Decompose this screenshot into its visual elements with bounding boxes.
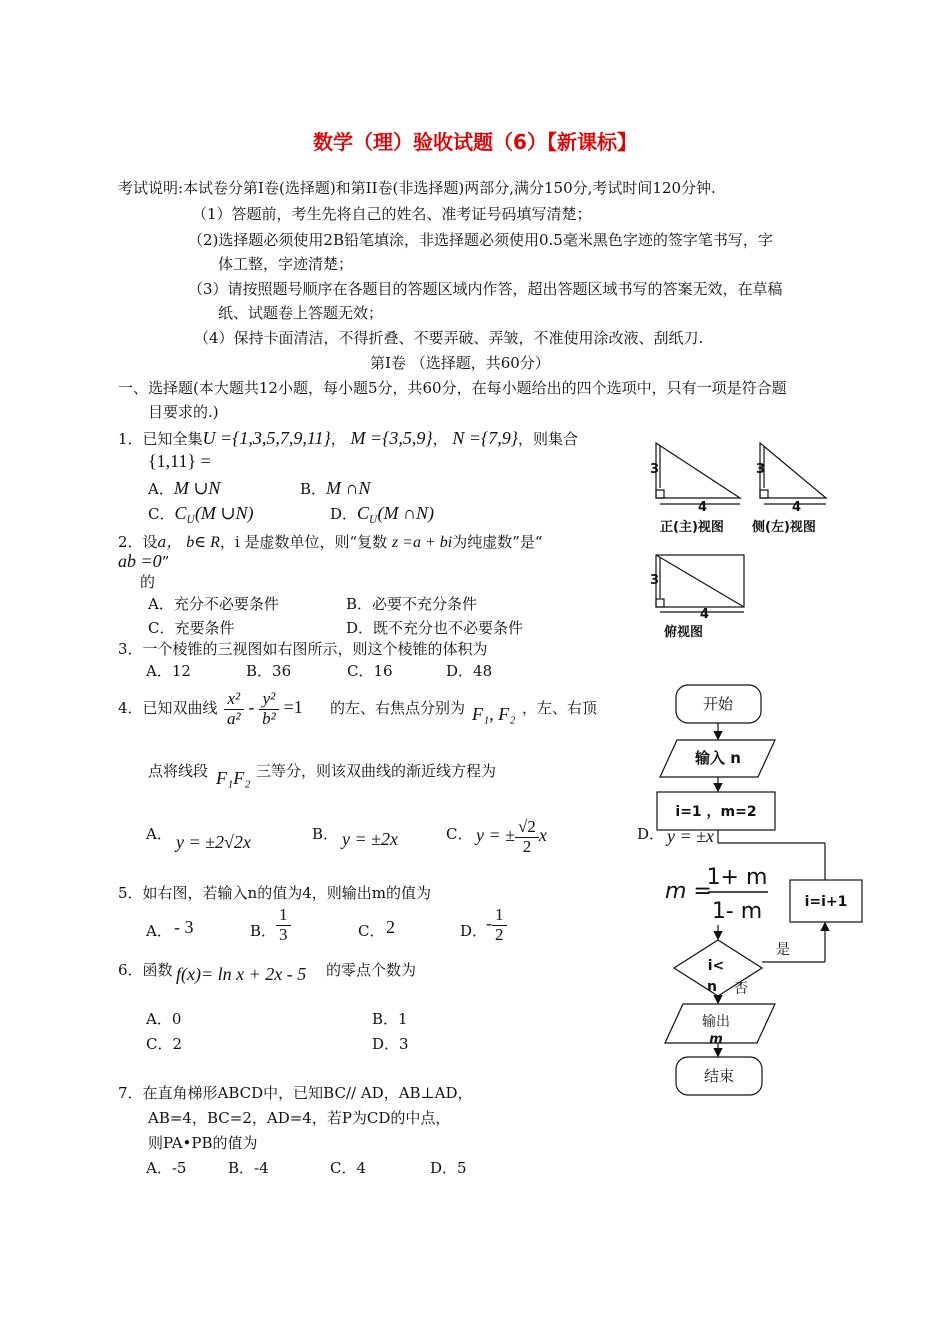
flow-condition-label: i<	[707, 958, 725, 974]
q3-option-c: C．16	[347, 662, 393, 680]
flow-increment-label: i=i+1	[804, 894, 848, 910]
q4-option-b-label: B．	[312, 825, 339, 843]
q2-line2	[118, 551, 169, 572]
q6-text-b: 的零点个数为	[326, 961, 417, 979]
q4-frac-x-num: x²	[224, 690, 244, 710]
front-view-caption: 正(主)视图	[660, 520, 724, 535]
q6-option-b: B．1	[372, 1010, 408, 1028]
instruction-3b: 纸、试题卷上答题无效；	[218, 304, 384, 322]
q4-option-c-frac	[515, 818, 539, 856]
flow-formula-num: 1+ m	[706, 865, 768, 890]
q5-option-c: 2	[386, 917, 395, 937]
question-5: 5．如右图，若输入n的值为4，则输出m的值为	[118, 884, 431, 902]
question-7-line2: AB=4，BC=2，AD=4，若P为CD的中点，	[148, 1109, 451, 1127]
q4-frac-y-den: b²	[262, 708, 276, 728]
side-view-w-label: 4	[792, 500, 802, 515]
q5-option-b	[276, 906, 291, 944]
q7-option-d: D．5	[430, 1159, 467, 1177]
q1-option-c	[148, 503, 254, 526]
q3-option-d: D．48	[446, 662, 493, 680]
q1-text-b: ，则集合	[517, 430, 578, 448]
q2-b-real: b∈ R	[186, 534, 220, 551]
q4-minus: -	[248, 697, 255, 718]
q4-option-c-num: √2	[515, 818, 539, 838]
part1-heading: 第Ⅰ卷 （选择题，共60分）	[370, 354, 550, 372]
flowchart	[640, 676, 880, 1106]
q6-option-c: C．2	[146, 1035, 183, 1053]
q2-z: z =a + bi	[391, 534, 453, 551]
q4-option-b: y = ±2x	[342, 829, 399, 849]
top-view-w-label: 4	[700, 607, 710, 622]
flow-end-label: 结束	[703, 1067, 735, 1085]
q5-option-c-label: C．	[358, 922, 385, 940]
q1-option-b	[300, 478, 371, 499]
page-title: 数学（理）验收试题（6）【新课标】	[313, 130, 637, 154]
q2-text-b: 为纯虚数”是“	[452, 533, 543, 551]
question-2	[118, 531, 543, 552]
q1-option-c-label: C．	[148, 505, 175, 523]
flow-yes-label: 是	[776, 942, 790, 958]
side-view-caption: 侧(左)视图	[752, 520, 816, 535]
q4-frac-x-den: a²	[227, 708, 241, 728]
q1-option-c-value: (M ∪N)	[194, 503, 254, 523]
q5-option-d	[486, 906, 507, 944]
q1-option-d	[330, 503, 434, 526]
side-view-h-label: 3	[756, 462, 766, 477]
question-1: 1．已知全集U ={1,3,5,7,9,11}， M ={3,5,9}， N ={7,9}，则集合	[118, 428, 578, 448]
exam-intro: 考试说明:本试卷分第Ⅰ卷(选择题)和第II卷(非选择题)两部分,满分150分,考试时间120分钟.	[118, 179, 716, 197]
flow-condition-label-2: n	[707, 979, 717, 995]
top-view-caption: 俯视图	[664, 625, 704, 640]
instruction-2a: （2)选择题必须使用2B铅笔填涂，非选择题必须使用0.5毫米黑色字迹的签字笔书写，字	[188, 231, 773, 249]
q2-quote: ”	[161, 553, 170, 571]
q4-option-c-post: x	[538, 825, 547, 846]
q4-frac-x	[224, 690, 244, 728]
question-7-line3: 则PA•PB的值为	[148, 1134, 258, 1152]
q4-frac-y	[259, 690, 279, 728]
q6-option-d: D．3	[372, 1035, 409, 1053]
q4-option-a: y = ±2√2x	[176, 832, 251, 852]
q1-option-b-label: B．	[300, 480, 327, 498]
front-view-triangle	[656, 443, 740, 498]
side-view-right-angle	[760, 490, 768, 498]
q1-target-set: {1,11} =	[148, 451, 211, 471]
front-view-right-angle	[656, 490, 664, 498]
q5-option-a-label: A．	[146, 922, 172, 940]
top-view-right-angle	[656, 599, 664, 607]
flow-no-label: 否	[734, 981, 748, 997]
question-3: 3．一个棱锥的三视图如右图所示，则这个棱锥的体积为	[118, 640, 488, 658]
q2-text: 2．设	[118, 533, 158, 551]
instruction-1: （1）答题前，考生先将自己的姓名、准考证号码填写清楚；	[192, 205, 592, 223]
q7-option-b: B．-4	[228, 1159, 269, 1177]
q4-text-c: ，左、右顶	[522, 699, 598, 717]
instruction-3a: （3）请按照题号顺序在各题目的答题区域内作答，超出答题区域书写的答案无效，在草稿	[188, 280, 783, 298]
q1-option-b-value: M ∩N	[326, 478, 371, 498]
q2-option-c: C．充要条件	[148, 619, 235, 637]
q5-option-b-den: 3	[279, 924, 288, 944]
q5-option-d-den: 2	[495, 924, 504, 944]
question-7-line1: 7．在直角梯形ABCD中，已知BC// AD，AB⊥AD，	[118, 1084, 473, 1102]
front-view-w-label: 4	[698, 500, 708, 515]
q2-text-i: ，i 是虚数单位，则“复数	[219, 533, 388, 551]
q5-option-b-num: 1	[276, 906, 291, 926]
q7-option-c: C．4	[330, 1159, 367, 1177]
q4-frac-y-num: y²	[259, 690, 279, 710]
q2-option-d: D．既不充分也不必要条件	[346, 619, 524, 637]
q1-set-n: N ={7,9}	[452, 428, 518, 448]
q4-foci: F₁, F₂	[472, 704, 516, 724]
q4-equation	[224, 690, 303, 728]
q6-option-a: A．0	[146, 1010, 182, 1028]
q5-option-b-frac	[276, 906, 291, 944]
q2-ab0: ab =0	[118, 551, 162, 571]
q4-text-d: 点将线段	[148, 762, 209, 780]
side-view-triangle	[760, 443, 826, 498]
question-6-text: 6．函数	[118, 961, 173, 979]
section1-line1: 一、选择题(本大题共12小题，每小题5分，共60分，在每小题给出的四个选项中，只有一项是符合题	[118, 379, 787, 397]
q1-option-a-value: M ∪N	[173, 478, 221, 498]
q4-option-d: y = ±x	[667, 826, 715, 846]
q2-option-a: A．充分不必要条件	[148, 595, 279, 613]
q5-option-d-label: D．	[460, 922, 488, 940]
q1-set-m: M ={3,5,9}	[350, 428, 433, 448]
q2-a: a，	[157, 533, 182, 551]
q3-option-b: B．36	[246, 662, 292, 680]
q4-segment: F₁F₂	[216, 768, 251, 788]
instruction-2b: 体工整，字迹清楚；	[218, 255, 354, 273]
top-view-diagonal	[656, 555, 744, 607]
q5-option-d-frac	[492, 906, 507, 944]
q1-set-u: U ={1,3,5,7,9,11}	[202, 428, 331, 448]
q2-line3: 的	[140, 573, 156, 591]
q5-option-d-pre: -	[486, 913, 492, 934]
q4-option-c-label: C．	[446, 825, 473, 843]
q1-option-a-label: A．	[148, 480, 174, 498]
q1-option-d-label: D．	[330, 505, 358, 523]
q1-option-d-sub: U	[369, 515, 378, 526]
q1-option-c-sub: U	[186, 515, 195, 526]
q4-option-c-pre: y = ±	[476, 825, 516, 846]
q5-option-b-label: B．	[250, 922, 277, 940]
section1-line2: 目要求的.)	[148, 403, 219, 421]
flow-output-label-2: m	[709, 1032, 723, 1047]
q1-option-d-value: (M ∩N)	[377, 503, 434, 523]
front-view-h-label: 3	[650, 462, 660, 477]
q4-eq1: =1	[283, 697, 303, 718]
q5-option-d-num: 1	[492, 906, 507, 926]
q4-option-d-label: D．	[637, 825, 665, 843]
q7-option-a: A．-5	[146, 1159, 187, 1177]
instruction-4: （4）保持卡面清洁，不得折叠、不要弄破、弄皱，不准使用涂改液、刮纸刀.	[194, 329, 704, 347]
flow-input-label: 输入 n	[695, 749, 741, 767]
question-4-text: 4．已知双曲线	[118, 699, 218, 717]
q4-option-c-den: 2	[522, 836, 532, 856]
flow-formula-den: 1- m	[711, 899, 763, 924]
q1-text: 1．已知全集	[118, 430, 203, 448]
flow-output-label: 输出	[702, 1014, 730, 1030]
q6-function: f(x)= ln x + 2x - 5	[176, 964, 307, 984]
q1-option-d-c: C	[357, 503, 370, 523]
q4-option-a-label: A．	[146, 825, 172, 843]
q5-option-a: - 3	[174, 917, 194, 937]
q1-option-a	[148, 478, 220, 499]
q1-option-c-c: C	[174, 503, 187, 523]
q2-option-b: B．必要不充分条件	[346, 595, 478, 613]
q4-text-b: 的左、右焦点分别为	[330, 699, 466, 717]
flow-start-label: 开始	[702, 695, 734, 713]
top-view-h-label: 3	[650, 573, 660, 588]
q4-text-e: 三等分，则该双曲线的渐近线方程为	[256, 762, 497, 780]
three-view-diagram	[640, 436, 840, 646]
q4-option-c	[476, 818, 547, 856]
flow-init-label: i=1 ，m=2	[675, 804, 757, 820]
q3-option-a: A．12	[146, 662, 191, 680]
flow-formula-lhs: m =	[665, 879, 712, 904]
